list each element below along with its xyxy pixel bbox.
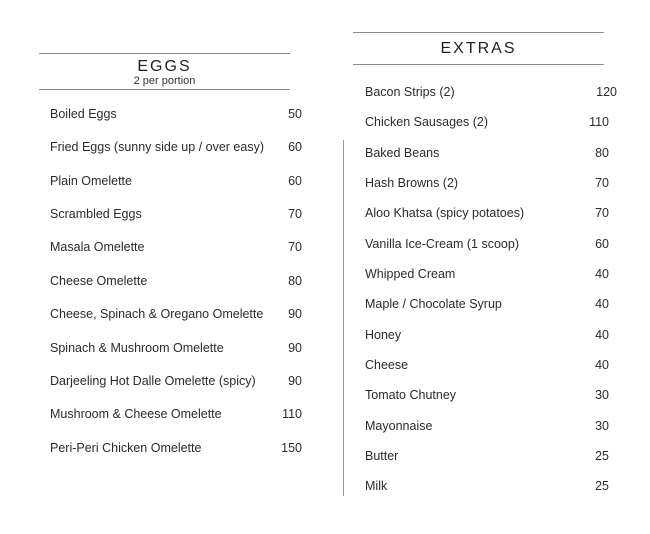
item-name: Tomato Chutney <box>365 388 457 402</box>
item-price: 60 <box>288 174 302 188</box>
item-name: Hash Browns (2) <box>365 176 459 190</box>
item-price: 25 <box>595 449 609 463</box>
item-price: 70 <box>595 176 609 190</box>
item-price: 70 <box>288 207 302 221</box>
item-price: 60 <box>595 237 609 251</box>
item-price: 120 <box>596 85 617 99</box>
extras-top-rule <box>353 32 604 33</box>
item-name: Maple / Chocolate Syrup <box>365 297 502 311</box>
item-price: 40 <box>595 297 609 311</box>
item-price: 60 <box>288 140 302 154</box>
item-price: 30 <box>595 419 609 433</box>
eggs-section-subtitle: 2 per portion <box>133 75 196 87</box>
item-price: 50 <box>288 107 302 121</box>
column-divider <box>343 140 344 496</box>
item-price: 40 <box>595 328 609 342</box>
item-name: Bacon Strips (2) <box>365 85 455 99</box>
item-name: Baked Beans <box>365 146 440 160</box>
extras-menu-list <box>365 84 617 504</box>
item-price: 40 <box>595 267 609 281</box>
item-price: 90 <box>288 374 302 388</box>
item-name: Chicken Sausages (2) <box>365 115 488 129</box>
item-name: Boiled Eggs <box>50 107 117 121</box>
extras-section-title: EXTRAS <box>440 40 517 57</box>
item-name: Masala Omelette <box>50 240 145 254</box>
item-name: Honey <box>365 328 402 342</box>
item-name: Whipped Cream <box>365 267 456 281</box>
item-price: 80 <box>595 146 609 160</box>
item-name: Spinach & Mushroom Omelette <box>50 341 224 355</box>
item-name: Scrambled Eggs <box>50 207 142 221</box>
item-name: Mushroom & Cheese Omelette <box>50 407 222 421</box>
item-name: Fried Eggs (sunny side up / over easy) <box>50 140 264 154</box>
item-price: 110 <box>282 407 302 421</box>
item-price: 70 <box>288 240 302 254</box>
item-price: 90 <box>288 307 302 321</box>
item-price: 40 <box>595 358 609 372</box>
item-name: Cheese Omelette <box>50 274 148 288</box>
item-name: Mayonnaise <box>365 419 433 433</box>
item-name: Darjeeling Hot Dalle Omelette (spicy) <box>50 374 256 388</box>
item-name: Peri-Peri Chicken Omelette <box>50 441 202 455</box>
item-name: Aloo Khatsa (spicy potatoes) <box>365 206 525 220</box>
item-price: 150 <box>281 441 302 455</box>
item-name: Milk <box>365 479 388 493</box>
eggs-bottom-rule <box>39 89 290 90</box>
item-price: 30 <box>595 388 609 402</box>
eggs-section-title: EGGS <box>137 58 192 75</box>
item-name: Butter <box>365 449 399 463</box>
eggs-top-rule <box>39 53 290 54</box>
item-name: Cheese, Spinach & Oregano Omelette <box>50 307 264 321</box>
item-price: 110 <box>589 115 609 129</box>
item-price: 25 <box>595 479 609 493</box>
item-price: 80 <box>288 274 302 288</box>
item-name: Vanilla Ice-Cream (1 scoop) <box>365 237 519 251</box>
item-name: Plain Omelette <box>50 174 132 188</box>
item-name: Cheese <box>365 358 409 372</box>
item-price: 90 <box>288 341 302 355</box>
eggs-menu-list <box>50 106 302 456</box>
item-price: 70 <box>595 206 609 220</box>
extras-bottom-rule <box>353 64 604 65</box>
